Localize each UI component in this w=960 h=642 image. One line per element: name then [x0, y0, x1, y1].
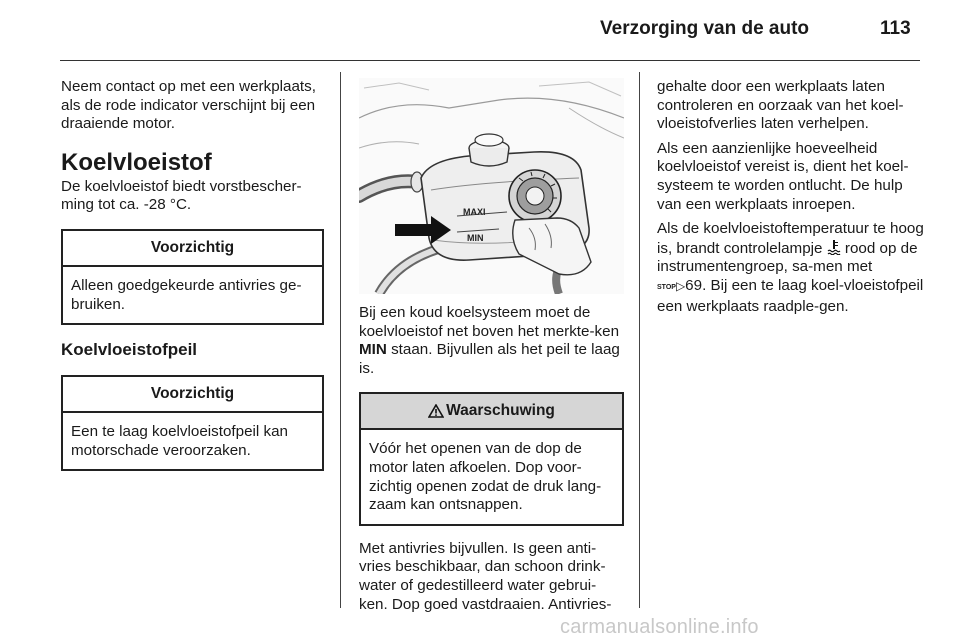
page-reference-arrow-icon: ▷ [675, 278, 686, 293]
caution-text: Een te laag koelvloeistofpeil kan motorschade veroorzaken. [71, 423, 288, 459]
header-rule [60, 60, 920, 61]
caution-text: Alleen goedgekeurde antivries ge-bruiken. [71, 276, 302, 313]
column-2 [359, 78, 624, 614]
max-mark-label: MAXI [463, 207, 486, 217]
stop-icon: STOP [657, 283, 676, 291]
coolant-temperature-icon [827, 239, 841, 255]
min-emphasis: MIN [359, 341, 387, 359]
column-3 [657, 78, 925, 316]
warning-header [361, 394, 622, 430]
air-bleed-paragraph: Als een aanzienlijke hoeveelheid koelvloeistof vereist is, dient het koel-systeem te worden ontlucht. De hulp van een werkplaats inroepen. [657, 139, 909, 213]
caution-box-coolant-level [61, 375, 324, 471]
antifreeze-continued-paragraph: gehalte door een werkplaats laten controleren en oorzaak van het koel-vloeistofverlies laten verhelpen. [657, 78, 904, 133]
column-divider-right [639, 72, 640, 608]
subsection-heading-coolant-level: Koelvloeistofpeil [61, 340, 198, 360]
warning-box [359, 392, 624, 525]
coolant-reservoir-drawing [359, 78, 624, 294]
intro-paragraph: Neem contact op met een werkplaats, als de rode indicator verschijnt bij een draaiende motor. [61, 78, 316, 133]
column-divider-left [340, 72, 341, 608]
warning-title: Waarschuwing [446, 402, 555, 420]
coolant-paragraph: De koelvloeistof biedt vorstbescher-ming tot ca. -28 °C. [61, 177, 302, 214]
page-reference[interactable]: 69 [685, 276, 703, 294]
caution-title: Voorzichtig [63, 231, 322, 267]
watermark: carmanualsonline.info [560, 616, 759, 638]
coolant-reservoir-illustration [359, 78, 624, 294]
caution-title: Voorzichtig [63, 377, 322, 413]
warning-text: Vóór het openen van de dop de motor laten afkoelen. Dop voor-zichtig openen zodat de druk lang-zaam kan ontsnappen. [369, 440, 602, 514]
page-header-title: Verzorging van de auto [600, 18, 810, 39]
antifreeze-paragraph: Met antivries bijvullen. Is geen anti-vries beschikbaar, dan schoon drink-water of gedestilleerd water gebrui-ken. Dop goed vastdraaien. Antivries- [359, 539, 612, 613]
section-heading-coolant: Koelvloeistof [61, 148, 212, 176]
temperature-warning-paragraph: Als de koelvloeistoftemperatuur te hoog is, brandt controlelampje rood op de instrumentengroep, sa-men met STOP▷69. Bij een te laag koel-vloeistofpeil een werkplaats raadple-gen. [657, 220, 924, 315]
coolant-level-paragraph: Bij een koud koelsysteem moet de koelvloeistof net boven het merkte-ken MIN staan. Bijvullen als het peil te laag is. [359, 304, 620, 377]
caution-box-antifreeze [61, 229, 324, 325]
min-mark-label: MIN [467, 233, 484, 243]
column-1 [61, 78, 324, 471]
page-number: 113 [880, 18, 911, 39]
warning-triangle-icon [428, 404, 444, 418]
